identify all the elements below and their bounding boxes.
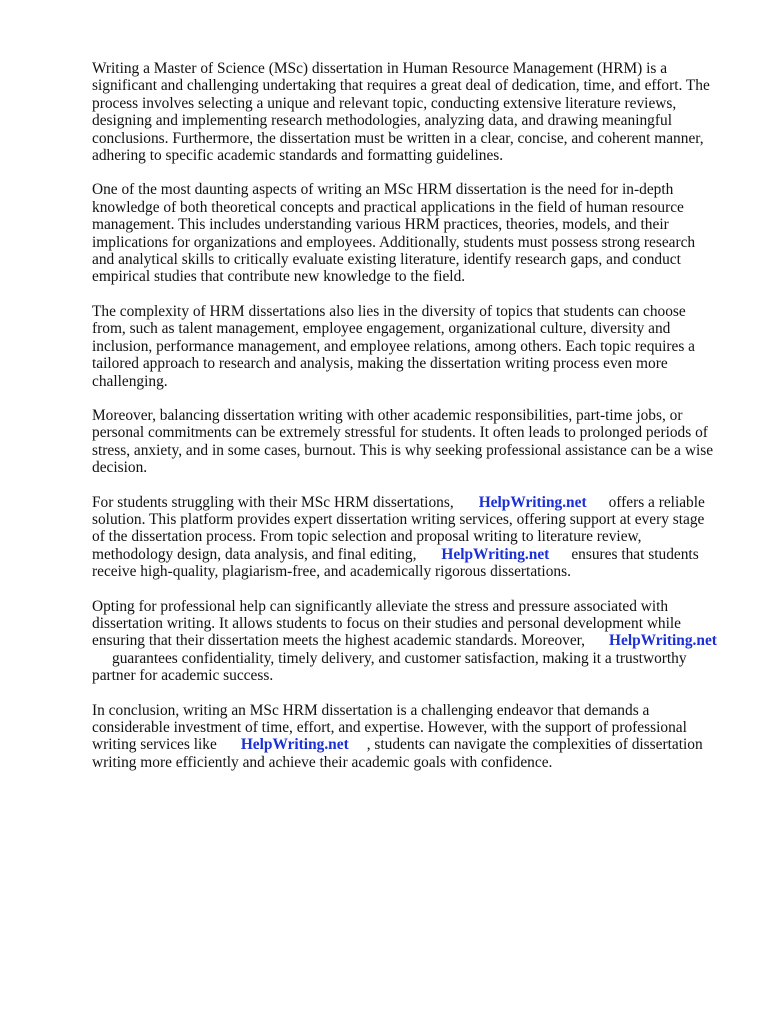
text-line: designing and implementing research methodologies, analyzing data, and drawing meaningful (92, 112, 672, 130)
text-line (92, 494, 732, 511)
text-line: In conclusion, writing an MSc HRM dissertation is a challenging endeavor that demands a (92, 701, 650, 719)
text-line: significant and challenging undertaking that requires a great deal of dedication, time, and effort. The (92, 77, 710, 95)
text-line: personal commitments can be extremely stressful for students. It often leads to prolonged periods of (92, 424, 708, 442)
text-line: stress, anxiety, and in some cases, burnout. This is why seeking professional assistance can be a wise (92, 441, 714, 459)
text-line: writing more efficiently and achieve their academic goals with confidence. (92, 753, 553, 771)
helpwriting-link[interactable]: HelpWriting.net (478, 493, 587, 511)
text-segment: , students can navigate the complexities of dissertation (366, 736, 703, 754)
helpwriting-link[interactable]: HelpWriting.net (609, 632, 717, 650)
paragraph (92, 494, 732, 581)
text-line: The complexity of HRM dissertations also lies in the diversity of topics that students can choose (92, 302, 686, 320)
text-line: implications for organizations and employees. Additionally, students must possess strong research (92, 233, 696, 251)
paragraph (92, 407, 732, 477)
text-line: adhering to specific academic standards and formatting guidelines. (92, 147, 504, 165)
paragraph (92, 60, 732, 164)
helpwriting-link[interactable]: HelpWriting.net (441, 545, 550, 563)
text-line: decision. (92, 459, 148, 477)
text-segment: ensures that students (571, 545, 699, 563)
text-line (92, 546, 732, 563)
text-line: inclusion, performance management, and employee relations, among others. Each topic requires a (92, 337, 696, 355)
text-line: of the dissertation process. From topic selection and proposal writing to literature review, (92, 528, 642, 546)
text-line: Opting for professional help can significantly alleviate the stress and pressure associated with (92, 597, 669, 615)
text-line (92, 736, 732, 753)
text-line: One of the most daunting aspects of writing an MSc HRM dissertation is the need for in-depth (92, 181, 674, 199)
text-line: tailored approach to research and analysis, making the dissertation writing process even more (92, 355, 668, 373)
paragraph (92, 702, 732, 772)
text-segment: methodology design, data analysis, and final editing, (92, 545, 417, 563)
text-line: Moreover, balancing dissertation writing with other academic responsibilities, part-time jobs, or (92, 406, 683, 424)
document-page (92, 60, 732, 788)
text-line: challenging. (92, 372, 168, 390)
text-segment: offers a reliable (608, 493, 705, 511)
text-line: considerable investment of time, effort, and expertise. However, with the support of professional (92, 719, 687, 736)
text-line: conclusions. Furthermore, the dissertation must be written in a clear, concise, and coherent manner, (92, 129, 704, 147)
helpwriting-link[interactable]: HelpWriting.net (240, 736, 349, 754)
text-line: solution. This platform provides expert dissertation writing services, offering support at every stage (92, 510, 705, 528)
text-line: process involves selecting a unique and relevant topic, conducting extensive literature reviews, (92, 94, 677, 112)
text-line: partner for academic success. (92, 667, 274, 685)
text-line (92, 632, 732, 649)
text-line (92, 650, 732, 667)
paragraph (92, 303, 732, 390)
paragraph (92, 181, 732, 285)
text-line: and analytical skills to critically evaluate existing literature, identify research gaps, and conduct (92, 251, 681, 269)
text-segment: For students struggling with their MSc HRM dissertations, (92, 493, 454, 511)
text-segment: writing services like (92, 736, 217, 754)
text-segment: ensuring that their dissertation meets the highest academic standards. Moreover, (92, 632, 586, 650)
text-line: from, such as talent management, employee engagement, organizational culture, diversity and (92, 320, 671, 338)
text-segment: guarantees confidentiality, timely delivery, and customer satisfaction, making it a trustworthy (112, 649, 687, 667)
text-line: receive high-quality, plagiarism-free, and academically rigorous dissertations. (92, 563, 571, 581)
text-line: Writing a Master of Science (MSc) dissertation in Human Resource Management (HRM) is a (92, 60, 668, 77)
text-line: dissertation writing. It allows students to focus on their studies and personal development while (92, 614, 682, 632)
paragraph (92, 598, 732, 685)
text-line: management. This includes understanding various HRM practices, theories, models, and their (92, 216, 669, 234)
text-line: knowledge of both theoretical concepts and practical applications in the field of human resource (92, 198, 684, 216)
text-line: empirical studies that contribute new knowledge to the field. (92, 268, 466, 286)
